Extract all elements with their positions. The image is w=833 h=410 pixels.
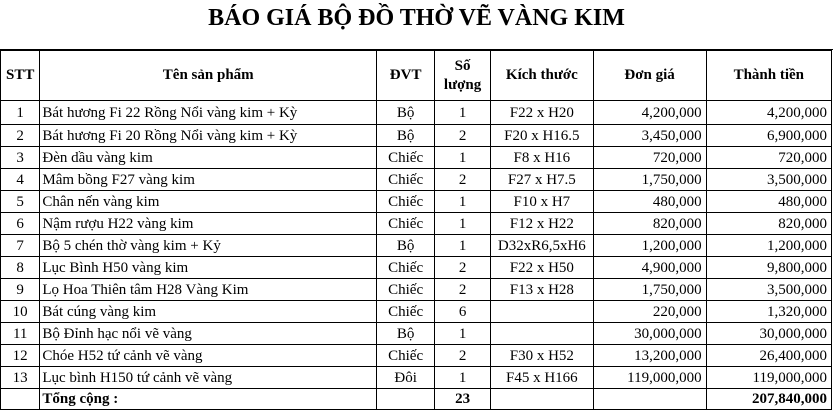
- cell-product-name[interactable]: Lục Bình H50 vàng kim: [40, 257, 377, 279]
- cell-quantity[interactable]: 2: [435, 125, 491, 147]
- total-unit-cell[interactable]: [377, 389, 435, 410]
- total-size-cell[interactable]: [491, 389, 594, 410]
- cell-product-name[interactable]: Bát hương Fi 22 Rồng Nổi vàng kim + Kỳ: [40, 101, 377, 125]
- price-table: [0, 50, 832, 410]
- cell-size[interactable]: D32xR6,5xH6: [491, 235, 594, 257]
- total-label[interactable]: Tổng cộng :: [40, 389, 377, 410]
- header-total[interactable]: Thành tiền: [706, 51, 831, 101]
- cell-unit[interactable]: Chiếc: [377, 279, 435, 301]
- cell-line-total[interactable]: 119,000,000: [706, 367, 831, 389]
- table-row: [1, 257, 832, 279]
- cell-size[interactable]: F20 x H16.5: [491, 125, 594, 147]
- table-row: [1, 169, 832, 191]
- cell-stt[interactable]: 1: [1, 101, 40, 125]
- cell-line-total[interactable]: 4,200,000: [706, 101, 831, 125]
- table-row: [1, 301, 832, 323]
- sheet-title: BÁO GIÁ BỘ ĐỒ THỜ VẼ VÀNG KIM: [208, 5, 625, 31]
- cell-quantity[interactable]: 1: [435, 191, 491, 213]
- cell-quantity[interactable]: 2: [435, 257, 491, 279]
- header-size[interactable]: Kích thước: [491, 51, 594, 101]
- cell-unit-price[interactable]: 480,000: [593, 191, 706, 213]
- cell-unit-price[interactable]: 4,200,000: [593, 101, 706, 125]
- cell-quantity[interactable]: 1: [435, 101, 491, 125]
- cell-size[interactable]: F22 x H20: [491, 101, 594, 125]
- table-row: [1, 191, 832, 213]
- cell-size[interactable]: [491, 301, 594, 323]
- table-row: [1, 279, 832, 301]
- cell-unit-price[interactable]: 1,200,000: [593, 235, 706, 257]
- table-row: [1, 147, 832, 169]
- cell-size[interactable]: F12 x H22: [491, 213, 594, 235]
- cell-quantity[interactable]: 1: [435, 213, 491, 235]
- cell-line-total[interactable]: 3,500,000: [706, 169, 831, 191]
- cell-product-name[interactable]: Bát hương Fi 20 Rồng Nổi vàng kim + Kỳ: [40, 125, 377, 147]
- cell-quantity[interactable]: 1: [435, 235, 491, 257]
- cell-unit-price[interactable]: 1,750,000: [593, 279, 706, 301]
- cell-unit[interactable]: Bộ: [377, 235, 435, 257]
- total-row: [1, 389, 832, 410]
- cell-unit-price[interactable]: 119,000,000: [593, 367, 706, 389]
- cell-product-name[interactable]: Đèn dầu vàng kim: [40, 147, 377, 169]
- cell-stt[interactable]: 6: [1, 213, 40, 235]
- header-qty-line1: Số: [454, 57, 471, 74]
- cell-unit[interactable]: Đôi: [377, 367, 435, 389]
- table-row: [1, 125, 832, 147]
- cell-product-name[interactable]: Bộ 5 chén thờ vàng kim + Kỷ: [40, 235, 377, 257]
- cell-stt[interactable]: 8: [1, 257, 40, 279]
- cell-product-name[interactable]: Chân nến vàng kim: [40, 191, 377, 213]
- cell-size[interactable]: F22 x H50: [491, 257, 594, 279]
- cell-stt[interactable]: 4: [1, 169, 40, 191]
- table-row: [1, 213, 832, 235]
- cell-stt[interactable]: 9: [1, 279, 40, 301]
- table-row: [1, 101, 832, 125]
- total-qty[interactable]: 23: [435, 389, 491, 410]
- cell-product-name[interactable]: Lục bình H150 tứ cảnh vẽ vàng: [40, 367, 377, 389]
- cell-product-name[interactable]: Chóe H52 tứ cảnh vẽ vàng: [40, 345, 377, 367]
- cell-unit-price[interactable]: 1,750,000: [593, 169, 706, 191]
- total-price-cell[interactable]: [593, 389, 706, 410]
- cell-size[interactable]: [491, 323, 594, 345]
- cell-stt[interactable]: 5: [1, 191, 40, 213]
- cell-line-total[interactable]: 6,900,000: [706, 125, 831, 147]
- header-price[interactable]: Đơn giá: [593, 51, 706, 101]
- cell-product-name[interactable]: Mâm bồng F27 vàng kim: [40, 169, 377, 191]
- header-stt[interactable]: STT: [1, 51, 40, 101]
- blank-row: [0, 36, 833, 50]
- cell-size[interactable]: F27 x H7.5: [491, 169, 594, 191]
- total-amount[interactable]: 207,840,000: [706, 389, 831, 410]
- header-qty-line2: lượng: [443, 76, 482, 93]
- cell-size[interactable]: F8 x H16: [491, 147, 594, 169]
- cell-product-name[interactable]: Lọ Hoa Thiên tâm H28 Vàng Kim: [40, 279, 377, 301]
- cell-unit[interactable]: Chiếc: [377, 345, 435, 367]
- header-unit[interactable]: ĐVT: [377, 51, 435, 101]
- cell-unit[interactable]: Chiếc: [377, 191, 435, 213]
- cell-line-total[interactable]: 30,000,000: [706, 323, 831, 345]
- cell-size[interactable]: F45 x H166: [491, 367, 594, 389]
- table-row: [1, 235, 832, 257]
- cell-product-name[interactable]: Bộ Đỉnh hạc nổi vẽ vàng: [40, 323, 377, 345]
- cell-quantity[interactable]: 6: [435, 301, 491, 323]
- cell-quantity[interactable]: 2: [435, 345, 491, 367]
- cell-line-total[interactable]: 3,500,000: [706, 279, 831, 301]
- cell-stt[interactable]: 12: [1, 345, 40, 367]
- cell-unit[interactable]: Bộ: [377, 323, 435, 345]
- cell-quantity[interactable]: 1: [435, 367, 491, 389]
- cell-stt[interactable]: 2: [1, 125, 40, 147]
- cell-quantity[interactable]: 1: [435, 323, 491, 345]
- cell-unit-price[interactable]: 3,450,000: [593, 125, 706, 147]
- cell-unit[interactable]: Chiếc: [377, 301, 435, 323]
- cell-quantity[interactable]: 1: [435, 147, 491, 169]
- cell-line-total[interactable]: 1,200,000: [706, 235, 831, 257]
- cell-unit[interactable]: Chiếc: [377, 257, 435, 279]
- cell-quantity[interactable]: 2: [435, 169, 491, 191]
- cell-unit-price[interactable]: 4,900,000: [593, 257, 706, 279]
- table-row: [1, 345, 832, 367]
- cell-unit[interactable]: Bộ: [377, 101, 435, 125]
- header-name[interactable]: Tên sản phẩm: [40, 51, 377, 101]
- header-row: [1, 51, 832, 101]
- cell-unit-price[interactable]: 30,000,000: [593, 323, 706, 345]
- cell-stt[interactable]: 3: [1, 147, 40, 169]
- cell-stt[interactable]: 10: [1, 301, 40, 323]
- cell-product-name[interactable]: Nậm rượu H22 vàng kim: [40, 213, 377, 235]
- cell-size[interactable]: F30 x H52: [491, 345, 594, 367]
- cell-line-total[interactable]: 720,000: [706, 147, 831, 169]
- table-row: [1, 323, 832, 345]
- cell-unit-price[interactable]: 220,000: [593, 301, 706, 323]
- cell-stt[interactable]: 11: [1, 323, 40, 345]
- total-stt-cell[interactable]: [1, 389, 40, 410]
- cell-unit[interactable]: Chiếc: [377, 169, 435, 191]
- cell-line-total[interactable]: 1,320,000: [706, 301, 831, 323]
- cell-quantity[interactable]: 2: [435, 279, 491, 301]
- cell-unit[interactable]: Bộ: [377, 125, 435, 147]
- cell-line-total[interactable]: 480,000: [706, 191, 831, 213]
- cell-stt[interactable]: 7: [1, 235, 40, 257]
- cell-unit-price[interactable]: 720,000: [593, 147, 706, 169]
- cell-unit[interactable]: Chiếc: [377, 147, 435, 169]
- cell-stt[interactable]: 13: [1, 367, 40, 389]
- cell-unit-price[interactable]: 13,200,000: [593, 345, 706, 367]
- header-qty[interactable]: [435, 51, 491, 101]
- cell-size[interactable]: F10 x H7: [491, 191, 594, 213]
- cell-size[interactable]: F13 x H28: [491, 279, 594, 301]
- cell-unit-price[interactable]: 820,000: [593, 213, 706, 235]
- table-row: [1, 367, 832, 389]
- cell-line-total[interactable]: 820,000: [706, 213, 831, 235]
- cell-product-name[interactable]: Bát cúng vàng kim: [40, 301, 377, 323]
- cell-line-total[interactable]: 26,400,000: [706, 345, 831, 367]
- cell-line-total[interactable]: 9,800,000: [706, 257, 831, 279]
- cell-unit[interactable]: Chiếc: [377, 213, 435, 235]
